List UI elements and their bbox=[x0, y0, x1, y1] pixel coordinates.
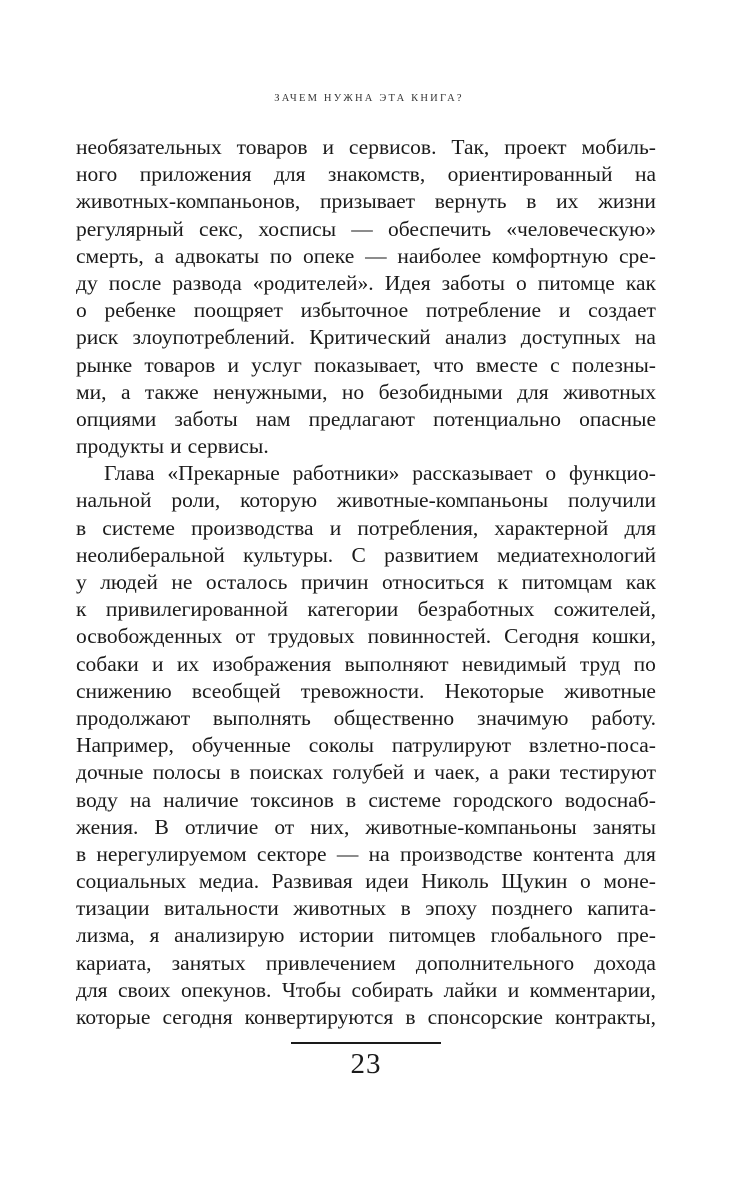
text-line: продукты и сервисы. bbox=[76, 434, 269, 459]
text-line: в системе производства и потребления, характерной для bbox=[76, 515, 656, 540]
text-line: регулярный секс, хосписы — обеспечить «человеческую» bbox=[76, 216, 656, 241]
text-line: рынке товаров и услуг показывает, что вместе с полезны- bbox=[76, 352, 656, 377]
text-line: продолжают выполнять общественно значимую работу. bbox=[76, 705, 656, 730]
text-line: ми, а также ненужными, но безобидными для животных bbox=[76, 379, 656, 404]
running-head: ЗАЧЕМ НУЖНА ЭТА КНИГА? bbox=[274, 93, 464, 104]
text-line: к привилегированной категории безработных сожителей, bbox=[76, 597, 656, 622]
text-line: ного приложения для знакомств, ориентированный на bbox=[76, 162, 656, 187]
text-line: дочные полосы в поисках голубей и чаек, а раки тестируют bbox=[76, 760, 656, 785]
text-line: жения. В отличие от них, животные-компаньоны заняты bbox=[76, 814, 656, 839]
text-line: Например, обученные соколы патрулируют взлетно-поса- bbox=[76, 733, 656, 758]
text-line: воду на наличие токсинов в системе городского водоснаб- bbox=[76, 787, 656, 812]
text-line: социальных медиа. Развивая идеи Николь Щукин о моне- bbox=[76, 869, 656, 894]
text-line: собаки и их изображения выполняют невидимый труд по bbox=[76, 651, 656, 676]
text-line: у людей не осталось причин относиться к питомцам как bbox=[76, 570, 656, 594]
text-line: необязательных товаров и сервисов. Так, проект мобиль- bbox=[76, 135, 656, 159]
text-line: животных-компаньонов, призывает вернуть в их жизни bbox=[76, 189, 656, 214]
text-line: опциями заботы нам предлагают потенциально опасные bbox=[76, 406, 656, 431]
text-line: Глава «Прекарные работники» рассказывает о функцио- bbox=[104, 461, 656, 486]
text-line: в нерегулируемом секторе — на производстве контента для bbox=[76, 841, 656, 866]
text-line: о ребенке поощряет избыточное потребление и создает bbox=[76, 298, 656, 323]
text-line: для своих опекунов. Чтобы собирать лайки и комментарии, bbox=[76, 977, 656, 1002]
text-line: которые сегодня конвертируются в спонсорские контракты, bbox=[76, 1005, 656, 1029]
text-line: тизации витальности животных в эпоху позднего капита- bbox=[76, 896, 656, 921]
text-line: кариата, занятых привлечением дополнительного дохода bbox=[76, 950, 656, 975]
text-line: риск злоупотреблений. Критический анализ доступных на bbox=[76, 325, 656, 350]
page-number-rule bbox=[291, 1042, 441, 1044]
text-line: ду после развода «родителей». Идея заботы о питомце как bbox=[76, 270, 656, 295]
text-line: лизма, я анализирую истории питомцев глобального пре- bbox=[76, 923, 656, 948]
text-line: неолиберальной культуры. С развитием медиатехнологий bbox=[76, 542, 656, 567]
page-number: 23 bbox=[350, 1048, 382, 1080]
body-text bbox=[76, 134, 656, 1031]
text-line: смерть, а адвокаты по опеке — наиболее комфортную сре- bbox=[76, 243, 656, 268]
text-line: нальной роли, которую животные-компаньоны получили bbox=[76, 488, 656, 513]
text-line: снижению всеобщей тревожности. Некоторые животные bbox=[76, 678, 656, 703]
text-line: освобожденных от трудовых повинностей. Сегодня кошки, bbox=[76, 624, 656, 649]
